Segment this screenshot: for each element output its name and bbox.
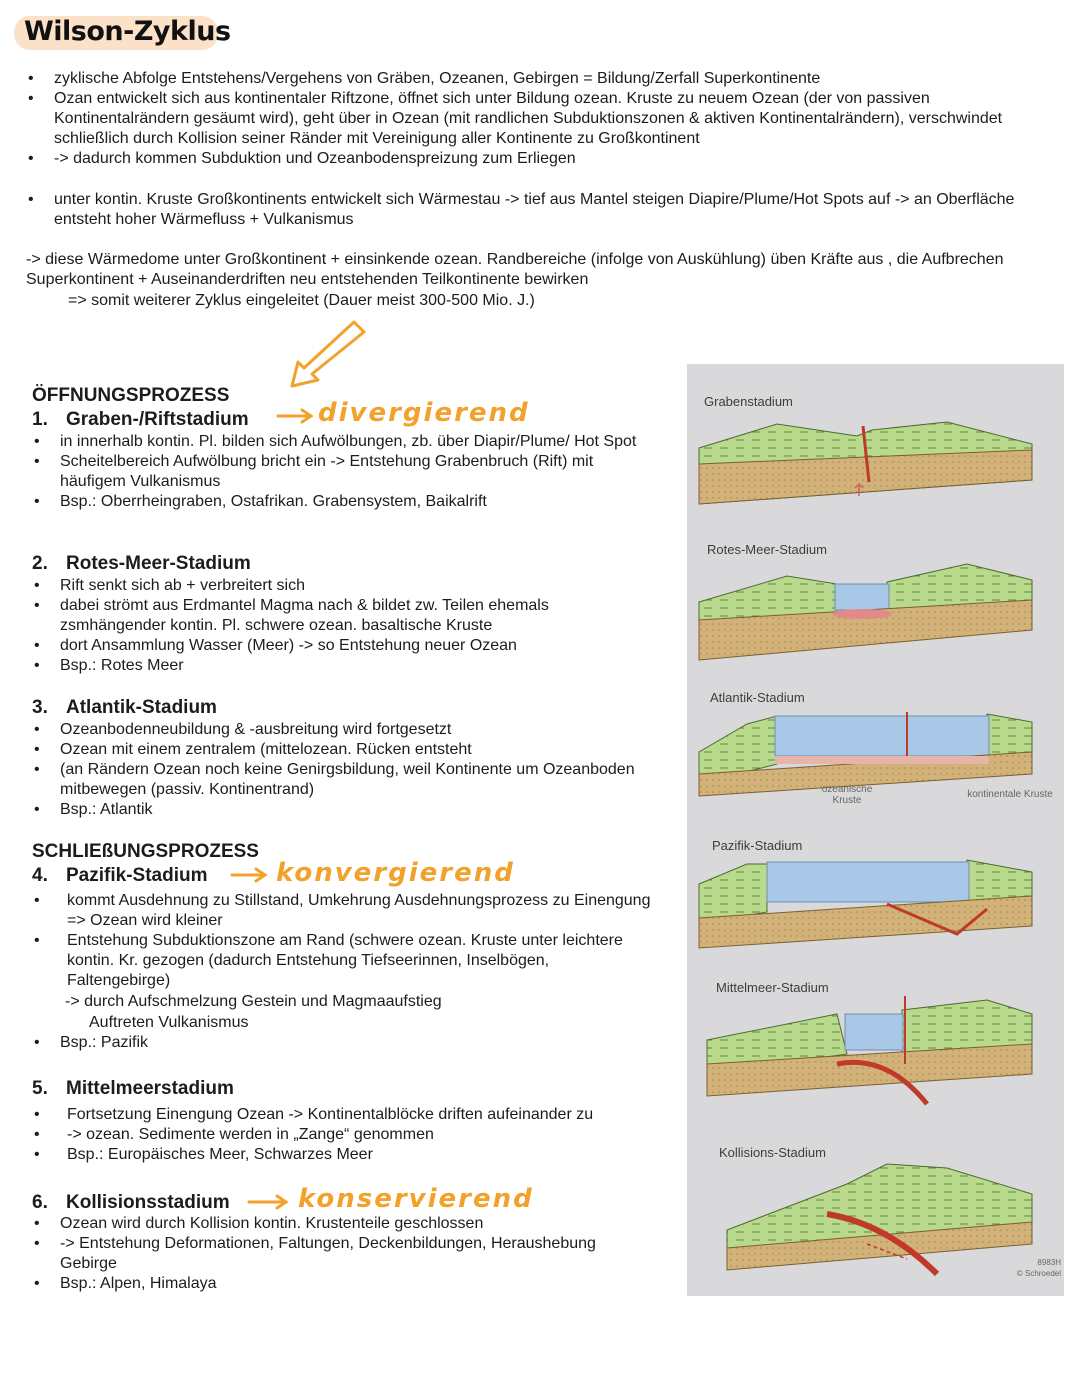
stage-4-heading [32,865,207,887]
list-item: • dabei strömt aus Erdmantel Magma nach & bildet zw. Teilen ehemals zsmhängender kontin. Pl. schwere ozean. basaltische Kruste [32,596,642,636]
intro-point: • Ozan entwickelt sich aus kontinentaler Riftzone, öffnet sich unter Bildung ozean. Kruste zu neuem Ozean (der von passiven Kontinentalrändern gesäumt wird), geht über in Ozean (mit randlichen Subduktionszonen & aktiven Kontinentalrändern), verschwindet schließlich durch Kollision seiner Ränder mit Vereinigung aller Kontinente zu Großkontinent [26,89,1066,149]
figure-label: Mittelmeer-Stadium [716,980,829,995]
summary-paragraph: -> diese Wärmedome unter Großkontinent + einsinkende ozean. Randbereiche (infolge von Auskühlung) üben Kräfte aus , die Aufbrechen Superkontinent + Auseinanderdriften neu entstehenden Teilkontinente bewirken [26,251,1004,288]
stage-2-heading [32,553,251,575]
figure-code: 8983H [1037,1258,1061,1267]
handwritten-note: konservierend [298,1184,534,1214]
list-item: • Bsp.: Rotes Meer [32,656,642,676]
intro-list-2 [26,190,1066,230]
hand-arrow-icon [276,408,316,424]
figure-publisher: © Schroedel [1016,1269,1061,1278]
stage-4-points [32,891,652,991]
stage-3-heading [32,697,217,719]
opening-heading: ÖFFNUNGSPROZESS [32,385,230,406]
hand-arrow-icon [284,318,368,390]
hand-arrow-icon [247,1194,291,1210]
diagram-mittelmeer [707,996,1032,1104]
intro-point: • zyklische Abfolge Entstehens/Vergehens von Gräben, Ozeanen, Gebirgen = Bildung/Zerfall Superkontinente [26,69,1066,89]
stage-4-example [32,1033,632,1053]
list-item: • -> Entstehung Deformationen, Faltungen, Deckenbildungen, Heraushebung Gebirge [32,1234,652,1274]
stage-title: Atlantik-Stadium [66,697,217,718]
title-block [14,12,231,52]
stage-6-points [32,1214,652,1294]
stage-5-heading [32,1078,234,1100]
list-item: • dort Ansammlung Wasser (Meer) -> so Entstehung neuer Ozean [32,636,642,656]
intro-point: • unter kontin. Kruste Großkontinents entwickelt sich Wärmestau -> tief aus Mantel steigen Diapire/Plume/Hot Spots auf -> an Oberfläche entsteht hoher Wärmefluss + Vulkanismus [26,190,1066,230]
list-item: • Ozean wird durch Kollision kontin. Krustenteile geschlossen [32,1214,652,1234]
list-item: • Bsp.: Oberrheingraben, Ostafrikan. Grabensystem, Baikalrift [32,492,642,512]
list-item: • Bsp.: Atlantik [32,800,642,820]
diagram-kollision [727,1164,1032,1274]
conclusion-line: => somit weiterer Zyklus eingeleitet (Dauer meist 300-500 Mio. J.) [68,292,535,309]
stage-title: Kollisionsstadium [66,1192,230,1213]
list-item: • Entstehung Subduktionszone am Rand (schwere ozean. Kruste unter leichtere kontin. Kr. gezogen (dadurch Entstehung Tiefseerinnen, Inselbögen, Faltengebirge) [32,931,652,991]
stage-2-points [32,576,642,676]
list-item: • Ozeanbodenneubildung & -ausbreitung wird fortgesetzt [32,720,642,740]
figure-label: Kollisions-Stadium [719,1145,826,1160]
stage-title: Pazifik-Stadium [66,865,208,886]
handwritten-note: konvergierend [276,858,515,888]
stage-number: 3. [32,697,48,718]
stage-number: 4. [32,865,48,886]
stage-number: 2. [32,553,48,574]
diagram-grabenstadium [699,422,1032,504]
stage-number: 1. [32,409,48,430]
list-item: • Bsp.: Alpen, Himalaya [32,1274,652,1294]
figure-caption-kontinental: kontinentale Kruste [967,789,1053,800]
stage-number: 6. [32,1192,48,1213]
stage-1-points [32,432,642,512]
stage-6-heading [32,1192,230,1214]
intro-list [26,69,1066,169]
list-item: • Scheitelbereich Aufwölbung bricht ein -> Entstehung Grabenbruch (Rift) mit häufigem Vulkanismus [32,452,642,492]
stage-4-subpoint: Auftreten Vulkanismus [89,1014,249,1031]
handwritten-note: divergierend [318,398,530,428]
figure-label: Pazifik-Stadium [712,838,803,853]
hand-arrow-icon [230,867,270,883]
list-item: • Rift senkt sich ab + verbreitert sich [32,576,642,596]
closing-heading: SCHLIEßUNGSPROZESS [32,841,259,862]
stage-number: 5. [32,1078,48,1099]
figure-label: Atlantik-Stadium [710,690,805,705]
stage-title: Rotes-Meer-Stadium [66,553,251,574]
wilson-cycle-figure [687,364,1064,1296]
list-item: • Bsp.: Pazifik [32,1033,632,1053]
stage-3-points [32,720,642,820]
list-item: • kommt Ausdehnung zu Stillstand, Umkehrung Ausdehnungsprozess zu Einengung => Ozean wird kleiner [32,891,652,931]
list-item: • (an Rändern Ozean noch keine Genirgsbildung, weil Kontinente um Ozeanboden mitbewegen (passiv. Kontinentrand) [32,760,642,800]
list-item: • Ozean mit einem zentralem (mittelozean. Rücken entsteht [32,740,642,760]
diagram-pazifik [699,860,1032,948]
stage-title: Graben-/Riftstadium [66,409,249,430]
list-item: • -> ozean. Sedimente werden in „Zange“ genommen [32,1125,672,1145]
page-title: Wilson-Zyklus [24,16,231,47]
list-item: • Bsp.: Europäisches Meer, Schwarzes Meer [32,1145,672,1165]
list-item: • in innerhalb kontin. Pl. bilden sich Aufwölbungen, zb. über Diapir/Plume/ Hot Spot [32,432,642,452]
stage-4-subpoint: -> durch Aufschmelzung Gestein und Magmaaufstieg [65,993,442,1010]
stage-1-heading [32,409,249,431]
list-item: • Fortsetzung Einengung Ozean -> Kontinentalblöcke driften aufeinander zu [32,1105,672,1125]
figure-label: Rotes-Meer-Stadium [707,542,827,557]
intro-point: • -> dadurch kommen Subduktion und Ozeanbodenspreizung zum Erliegen [26,149,1066,169]
figure-label: Grabenstadium [704,394,793,409]
stage-5-points [32,1105,672,1165]
stage-title: Mittelmeerstadium [66,1078,234,1099]
diagram-rotes-meer [699,564,1032,660]
figure-caption-ozeanisch: ozeanische Kruste [821,784,873,806]
